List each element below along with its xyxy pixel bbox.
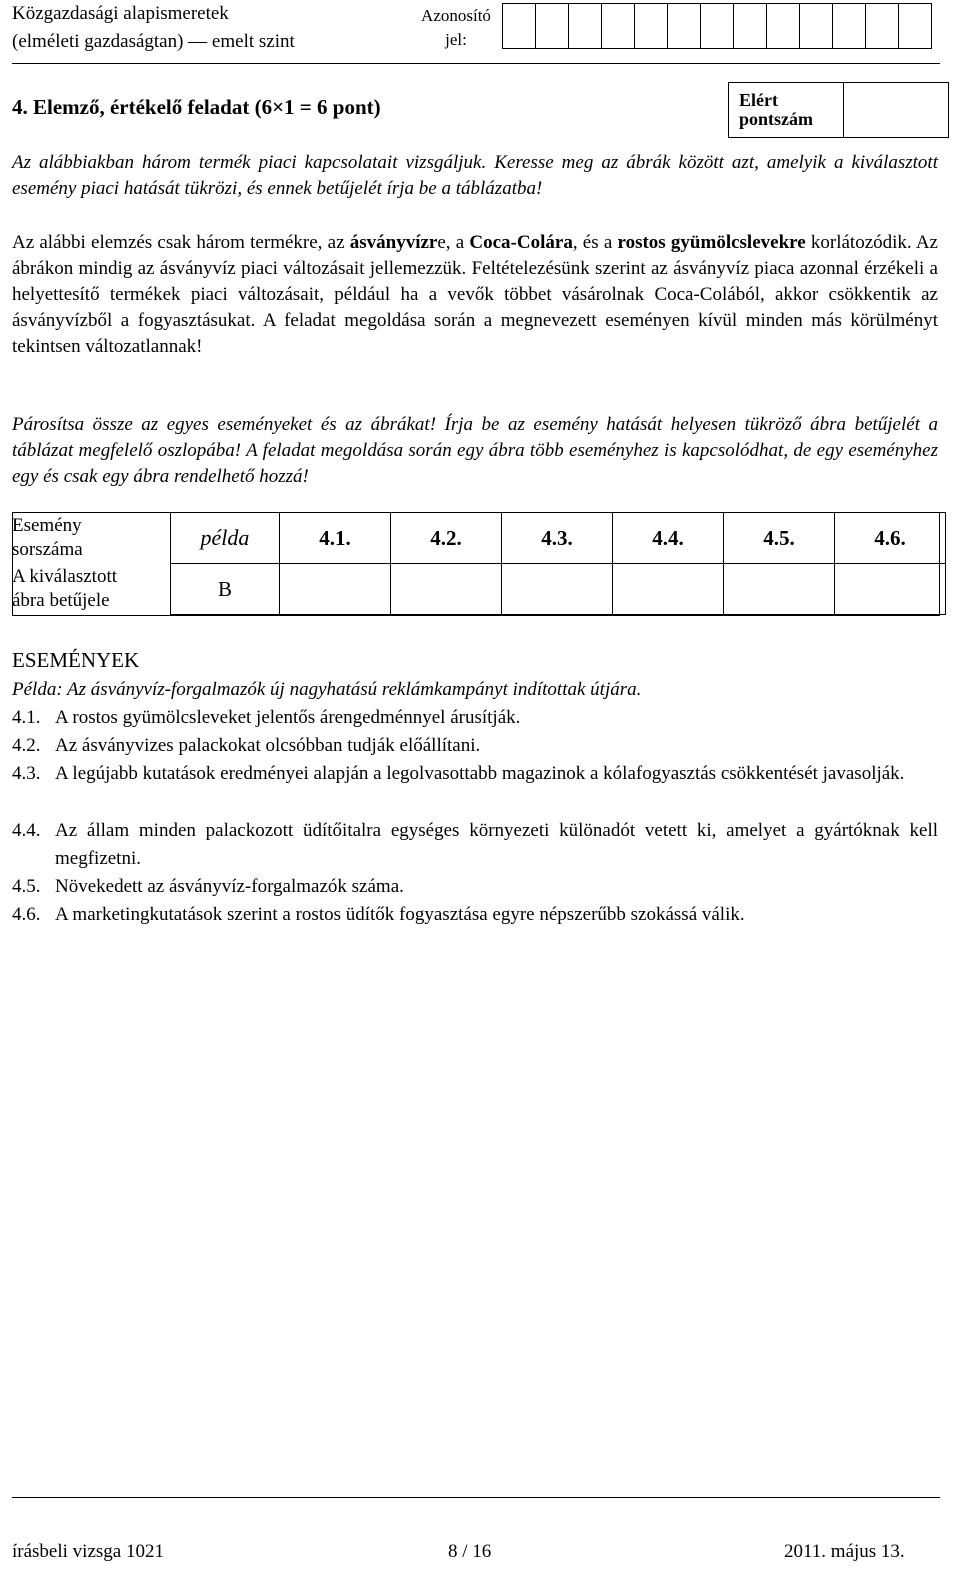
description-paragraph [12, 230, 938, 360]
event-number: 4.2. [12, 735, 41, 756]
id-code-box[interactable] [800, 4, 833, 49]
footer-page-number: 8 / 16 [448, 1541, 492, 1562]
intro-paragraph: Az alábbiakban három termék piaci kapcsolatait vizsgáljuk. Keresse meg az ábrák között azt, amelyik a kiválasztott esemény piaci hatását tükrözi, és ennek betűjelét írja be a táblázatba! [12, 152, 938, 199]
column-header-4-3: 4.3. [502, 513, 613, 564]
answer-cell-4-4[interactable] [613, 564, 724, 615]
event-item [12, 732, 938, 760]
row-label-event-number [12, 513, 171, 564]
answer-cell-4-5[interactable] [724, 564, 835, 615]
id-code-box[interactable] [503, 4, 536, 49]
column-header-4-6: 4.6. [835, 513, 946, 564]
id-code-box[interactable] [899, 4, 932, 49]
desc-text-4: korlátozódik. Az ábrákon mindig az ásványvíz piaci változásait jellemezzük. Feltételezésünk szerint az ásványvíz piaca azonnal érzékeli a helyettesítő termékek piaci változásait, például ha a vevők többet vásárolnak Coca-Colából, akkor csökkentik az ásványvízből a fogyasztásukat. A feladat megoldása során a megnevezett eseményen kívül minden más körülményt tekintsen változatlannak! [12, 232, 938, 357]
event-number: 4.6. [12, 904, 41, 925]
subject-line-2: (elméleti gazdaságtan) — emelt szint [12, 31, 295, 52]
id-code-box[interactable] [569, 4, 602, 49]
event-item [12, 760, 938, 788]
id-code-box[interactable] [701, 4, 734, 49]
subject-header [12, 0, 295, 56]
footer-divider [12, 1497, 940, 1498]
event-item [12, 873, 938, 901]
event-text: A legújabb kutatások eredményei alapján a legolvasottabb magazinok a kólafogyasztás csökkentését javasolják. [55, 763, 905, 784]
event-text: Az ásványvizes palackokat olcsóbban tudják előállítani. [55, 735, 481, 756]
column-header-4-5: 4.5. [724, 513, 835, 564]
task-title: 4. Elemző, értékelő feladat (6×1 = 6 pont) [12, 95, 381, 119]
footer-date: 2011. május 13. [784, 1541, 905, 1562]
id-label [414, 4, 498, 52]
id-code-box[interactable] [635, 4, 668, 49]
desc-text-1: Az alábbi elemzés csak három termékre, az [12, 232, 350, 253]
row-label-line-2: ábra betűjele [12, 590, 110, 611]
score-box [728, 82, 949, 138]
row-label-answer-letter [12, 564, 171, 615]
table-row-answer-letter [12, 564, 946, 615]
event-item [12, 817, 938, 873]
score-input-cell[interactable] [844, 83, 948, 137]
subject-line-1: Közgazdasági alapismeretek [12, 3, 229, 24]
event-number: 4.3. [12, 763, 41, 784]
answer-cell-example: B [171, 564, 280, 615]
event-number: 4.1. [12, 707, 41, 728]
desc-bold-coca-cola: Coca-Colára [469, 232, 573, 253]
event-text: A rostos gyümölcsleveket jelentős árengedménnyel árusítják. [55, 707, 521, 728]
row-label-line-2: sorszáma [12, 539, 83, 560]
desc-bold-fruit-juice: rostos gyümölcslevekre [617, 232, 806, 253]
instruction-paragraph: Párosítsa össze az egyes eseményeket és az ábrákat! Írja be az esemény hatását helyesen tükröző ábra betűjelét a táblázat megfelelő oszlopába! A feladat megoldása során egy ábra több eseményhez is kapcsolódhat, de egy eseményhez egy és csak egy ábra rendelhető hozzá! [12, 414, 938, 487]
table-row-event-number [12, 513, 946, 564]
answer-table [12, 512, 946, 615]
event-item [12, 704, 938, 732]
desc-bold-mineral-water: ásványvízr [349, 232, 438, 253]
answer-cell-4-2[interactable] [391, 564, 502, 615]
event-text: Az állam minden palackozott üdítőitalra egységes környezeti különadót vetett ki, amelyet a gyártóknak kell megfizetni. [55, 820, 938, 869]
row-label-line-1: A kiválasztott [12, 566, 118, 587]
id-code-box[interactable] [536, 4, 569, 49]
score-label [729, 83, 844, 137]
column-header-4-2: 4.2. [391, 513, 502, 564]
answer-cell-4-1[interactable] [280, 564, 391, 615]
column-header-4-4: 4.4. [613, 513, 724, 564]
id-code-box[interactable] [866, 4, 899, 49]
answer-cell-4-3[interactable] [502, 564, 613, 615]
event-text: Növekedett az ásványvíz-forgalmazók száma. [55, 876, 404, 897]
id-label-line-1: Azonosító [421, 6, 491, 25]
id-code-box[interactable] [833, 4, 866, 49]
footer-exam-code: írásbeli vizsga 1021 [12, 1541, 164, 1562]
id-code-box[interactable] [668, 4, 701, 49]
event-item [12, 901, 938, 929]
answer-cell-4-6[interactable] [835, 564, 946, 615]
event-number: 4.5. [12, 876, 41, 897]
events-title: ESEMÉNYEK [12, 648, 140, 672]
id-code-box[interactable] [767, 4, 800, 49]
desc-text-3: , és a [572, 232, 618, 253]
row-label-line-1: Esemény [12, 515, 82, 536]
score-label-line-2: pontszám [739, 109, 814, 129]
id-code-boxes [502, 3, 932, 49]
event-number: 4.4. [12, 820, 41, 841]
column-header-example: példa [171, 513, 280, 564]
id-code-box[interactable] [602, 4, 635, 49]
event-text: A marketingkutatások szerint a rostos üdítők fogyasztása egyre népszerűbb szokássá válik. [55, 904, 745, 925]
desc-text-2: e, a [437, 232, 470, 253]
header-divider [12, 63, 940, 64]
column-header-4-1: 4.1. [280, 513, 391, 564]
event-example: Példa: Az ásványvíz-forgalmazók új nagyhatású reklámkampányt indítottak útjára. [12, 679, 642, 700]
score-label-line-1: Elért [739, 90, 778, 110]
id-code-box[interactable] [734, 4, 767, 49]
id-label-line-2: jel: [445, 30, 467, 49]
